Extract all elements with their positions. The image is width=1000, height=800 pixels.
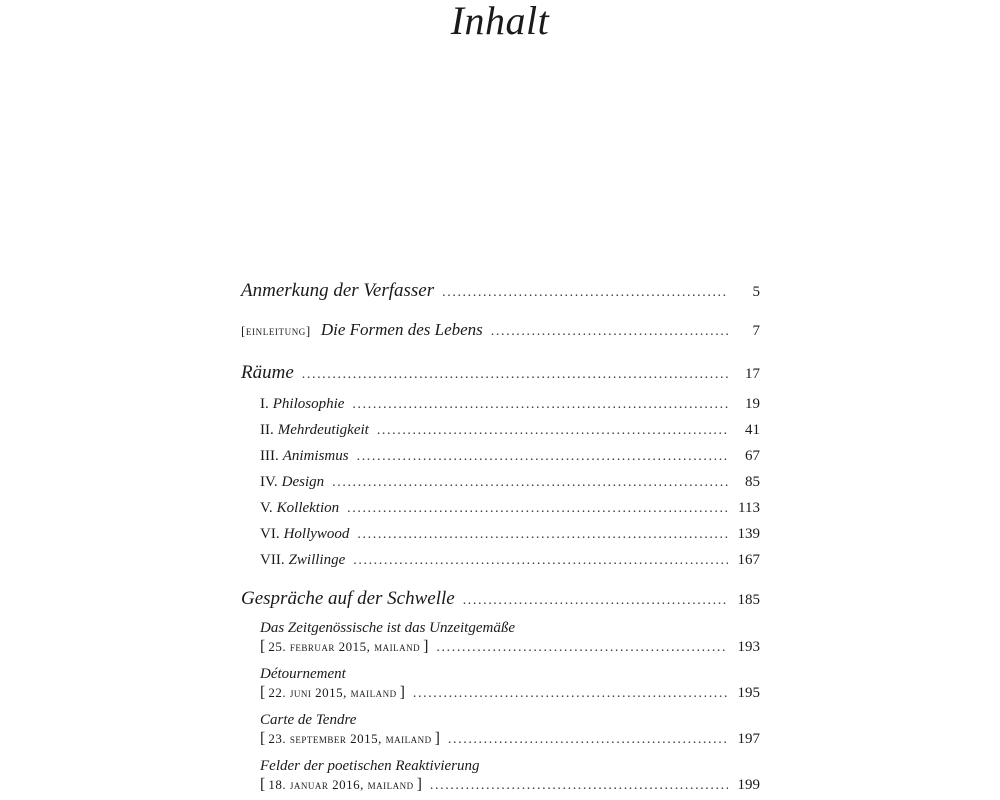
chapter-title: Animismus [282, 448, 349, 464]
toc-chapter[interactable] [260, 448, 760, 465]
page-number: 7 [752, 323, 760, 339]
leader-dots [448, 732, 728, 748]
toc-entry-gespraeche[interactable] [241, 588, 760, 610]
bracket-open: [ [260, 684, 266, 701]
leader-dots [357, 527, 728, 543]
bracket-close: ] [399, 684, 405, 701]
leader-dots [491, 324, 728, 340]
page-title: Inhalt [450, 0, 550, 43]
bracket-close: ] [434, 730, 440, 747]
chapter-number: V. [260, 500, 273, 516]
chapter-number: II. [260, 422, 274, 438]
chapter-title: Kollektion [276, 500, 340, 516]
conversation-title[interactable]: Détournement [260, 666, 346, 682]
conversation-date: 25. februar 2015, mailand [268, 639, 421, 654]
bracket-open: [ [260, 638, 266, 655]
page-number: 5 [752, 284, 760, 300]
page-number: 199 [737, 777, 760, 793]
conversation-date-line[interactable] [260, 730, 760, 748]
toc-chapter[interactable] [260, 526, 760, 543]
toc-entry-title: Räume [241, 362, 294, 383]
toc-entry-title: Anmerkung der Verfasser [241, 280, 435, 301]
conversation-date-line[interactable] [260, 684, 760, 702]
bracket-close: ] [416, 776, 422, 793]
leader-dots [347, 501, 728, 517]
page-number: 19 [745, 396, 760, 412]
page-number: 193 [737, 639, 760, 655]
toc-chapter[interactable] [260, 396, 760, 413]
bracket-close: ] [423, 638, 429, 655]
leader-dots [352, 397, 728, 413]
leader-dots [436, 640, 728, 656]
toc-entry-anmerkung[interactable] [241, 280, 760, 302]
chapter-title: Zwillinge [288, 552, 346, 568]
chapter-number: I. [260, 396, 269, 412]
chapter-title: Design [281, 474, 325, 490]
page-number: 85 [745, 474, 760, 490]
toc-chapter[interactable] [260, 474, 760, 491]
page-number: 41 [745, 422, 760, 438]
page-number: 197 [737, 731, 760, 747]
toc-chapter[interactable] [260, 422, 760, 439]
leader-dots [353, 553, 728, 569]
conversation-date: 23. september 2015, mailand [268, 731, 432, 746]
conversation-date-line[interactable] [260, 638, 760, 656]
conversation-date: 18. januar 2016, mailand [268, 777, 414, 792]
toc-chapter[interactable] [260, 500, 760, 517]
conversation-title[interactable]: Carte de Tendre [260, 712, 357, 728]
page-number: 195 [737, 685, 760, 701]
chapter-number: IV. [260, 474, 278, 490]
chapter-title: Hollywood [283, 526, 350, 542]
conversation-title[interactable]: Das Zeitgenössische ist das Unzeitgemäße [260, 620, 515, 636]
leader-dots [357, 449, 728, 465]
leader-dots [442, 285, 728, 301]
leader-dots [463, 593, 728, 609]
bracket-open: [ [260, 776, 266, 793]
toc-entry-title: Gespräche auf der Schwelle [241, 588, 455, 609]
chapter-title: Philosophie [272, 396, 345, 412]
chapter-title: Mehrdeutigkeit [277, 422, 369, 438]
toc-entry-raeume[interactable] [241, 362, 760, 384]
bracket-open: [ [260, 730, 266, 747]
leader-dots [413, 686, 728, 702]
conversation-date-line[interactable] [260, 776, 760, 794]
leader-dots [430, 778, 728, 794]
chapter-number: VII. [260, 552, 285, 568]
section-label: [einleitung] [241, 323, 311, 338]
conversation-date: 22. juni 2015, mailand [268, 685, 397, 700]
page-number: 67 [745, 448, 760, 464]
toc-chapter[interactable] [260, 552, 760, 569]
page-number: 113 [738, 500, 760, 516]
chapter-number: VI. [260, 526, 280, 542]
page-number: 17 [745, 366, 760, 382]
toc-entry-einleitung[interactable] [241, 320, 760, 340]
conversation-title[interactable]: Felder der poetischen Reaktivierung [260, 758, 480, 774]
page-number: 139 [737, 526, 760, 542]
leader-dots [377, 423, 728, 439]
page-number: 185 [737, 592, 760, 608]
chapter-number: III. [260, 448, 279, 464]
toc-entry-title: Die Formen des Lebens [320, 320, 483, 339]
page-number: 167 [737, 552, 760, 568]
leader-dots [302, 367, 728, 383]
leader-dots [332, 475, 728, 491]
